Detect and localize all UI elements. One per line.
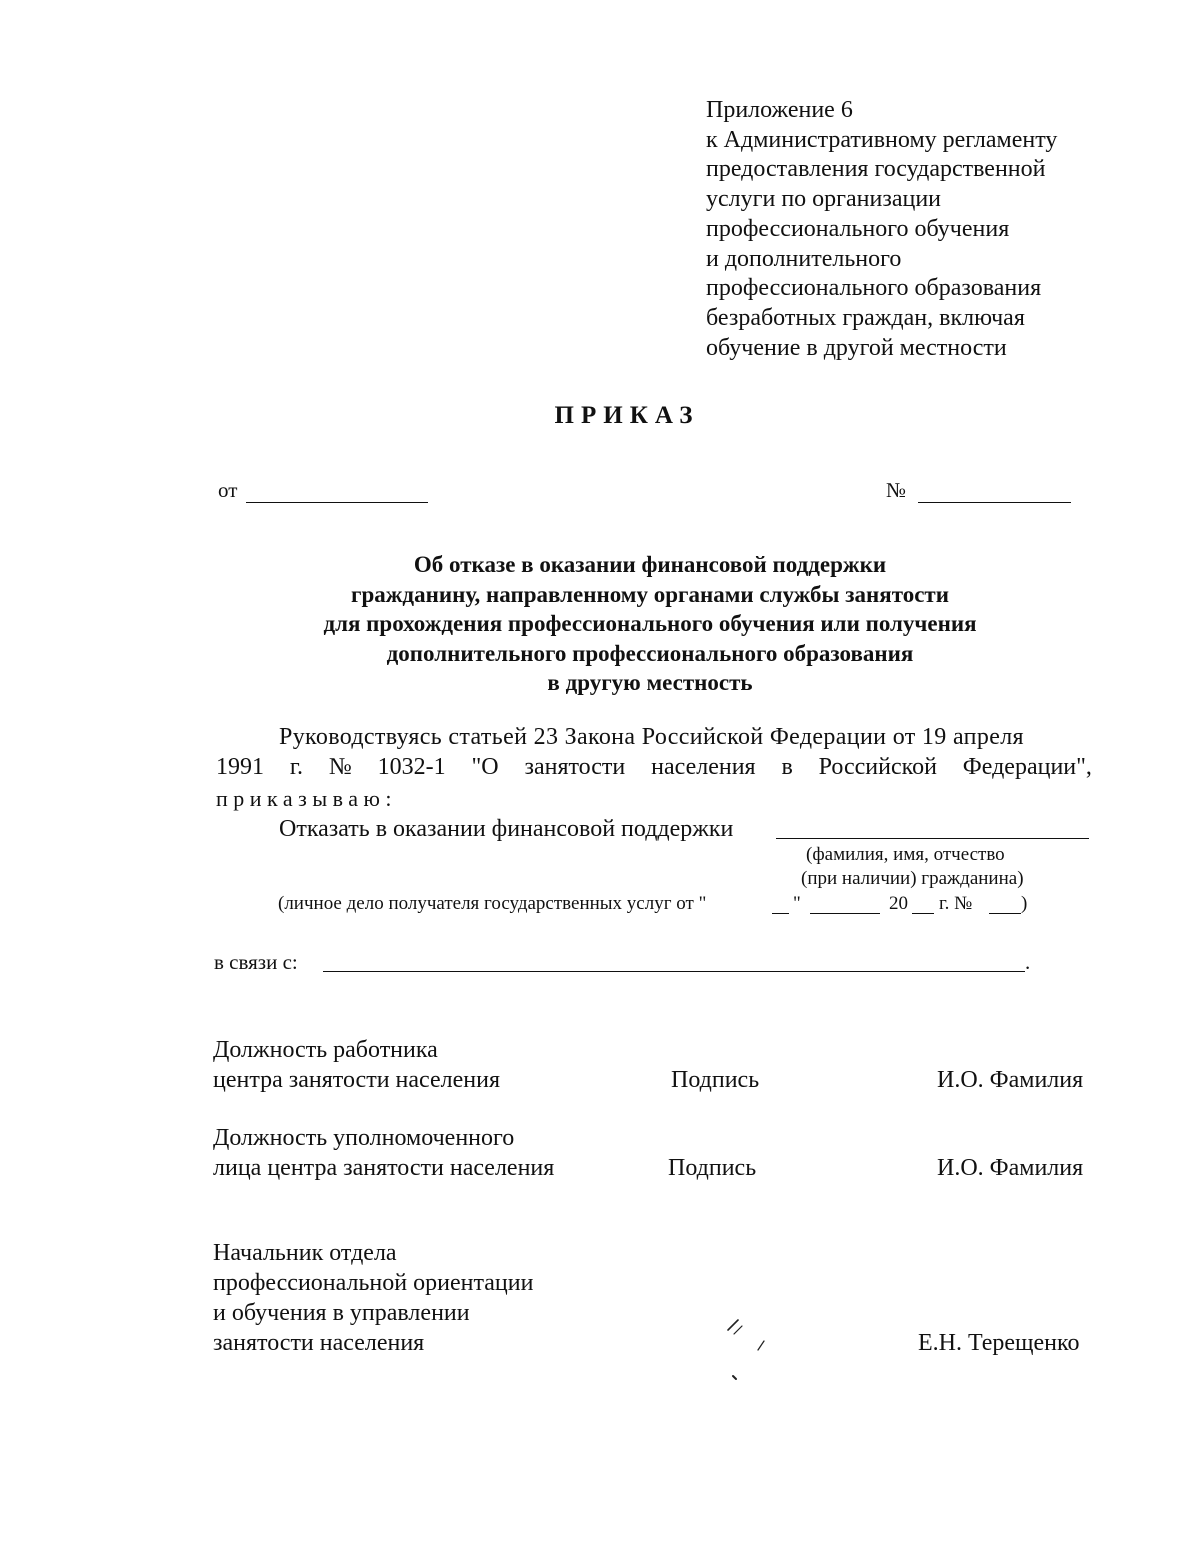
hint-name-1: (фамилия, имя, отчество	[806, 844, 1005, 865]
subject-line: дополнительного профессионального образования	[386, 640, 914, 666]
position-line: Должность уполномоченного	[213, 1125, 515, 1151]
appendix-line: обучение в другой местности	[706, 334, 1007, 361]
appendix-line: услуги по организации	[706, 186, 942, 213]
body-line-2	[216, 754, 1092, 781]
date-blank-line	[246, 502, 428, 503]
position-line: лица центра занятости населения	[213, 1155, 555, 1181]
appendix-line: предоставления государственной	[706, 156, 1046, 183]
body-word: 1991	[216, 754, 264, 780]
number-blank-line	[918, 502, 1071, 503]
signatory-position-3	[213, 1238, 533, 1358]
body-text: Руководствуясь статьей 23 Закона Российской Федерации от 19 апреля	[279, 724, 1024, 750]
appendix-line: Приложение 6	[706, 97, 853, 123]
case-number-label: г. №	[939, 893, 973, 914]
subject-line: в другую местность	[547, 670, 753, 696]
case-year-blank	[912, 913, 934, 914]
body-word: в	[781, 754, 793, 780]
body-word: "О	[471, 754, 499, 780]
refuse-label: Отказать в оказании финансовой поддержки	[279, 816, 734, 842]
position-line: Начальник отдела	[213, 1240, 397, 1266]
citizen-name-blank-line	[776, 838, 1089, 839]
body-word: №	[328, 754, 352, 780]
body-word: занятости	[524, 754, 626, 780]
document-title: ПРИКАЗ	[554, 402, 700, 429]
appendix-line: к Административному регламенту	[706, 126, 1058, 153]
signatory-name-2: И.О. Фамилия	[937, 1155, 1084, 1181]
signature-placeholder-2: Подпись	[668, 1155, 757, 1181]
case-number-blank	[989, 913, 1021, 914]
appendix-line: безработных граждан, включая	[706, 304, 1025, 331]
appendix-line: профессионального образования	[706, 275, 1042, 302]
appendix-line: и дополнительного	[706, 245, 902, 272]
hint-name-2: (при наличии) гражданина)	[801, 868, 1024, 889]
reason-label: в связи с:	[214, 950, 298, 974]
body-word: г.	[289, 754, 303, 780]
case-month-blank	[810, 913, 880, 914]
body-word: Федерации",	[962, 754, 1092, 780]
position-line: центра занятости населения	[213, 1067, 500, 1093]
case-close: )	[1021, 893, 1028, 914]
case-quote: "	[793, 893, 801, 914]
case-year-prefix: 20	[889, 893, 908, 914]
subject-line: Об отказе в оказании финансовой поддержки	[413, 552, 887, 577]
position-line: Должность работника	[213, 1037, 438, 1063]
position-line: профессиональной ориентации	[213, 1270, 534, 1296]
position-line: и обучения в управлении	[213, 1300, 470, 1326]
appendix-header	[706, 96, 1057, 363]
signatory-name-1: И.О. Фамилия	[937, 1067, 1084, 1093]
handwritten-signature-mark	[722, 1316, 782, 1386]
signatory-position-1	[213, 1035, 500, 1095]
signatory-position-2	[213, 1123, 554, 1183]
case-day-blank	[772, 913, 789, 914]
order-subject	[0, 550, 1200, 698]
body-word: населения	[651, 754, 756, 780]
body-word: 1032-1	[377, 754, 446, 780]
appendix-line: профессионального обучения	[706, 215, 1010, 242]
body-word: Российской	[818, 754, 937, 780]
reason-period: .	[1025, 950, 1031, 974]
order-verb: приказываю:	[216, 786, 398, 811]
number-label: №	[886, 478, 907, 502]
signature-placeholder-1: Подпись	[671, 1067, 760, 1093]
subject-line: для прохождения профессионального обучения или получения	[323, 611, 977, 637]
reason-blank-line	[323, 971, 1025, 972]
subject-line: гражданину, направленному органами службы занятости	[351, 581, 949, 607]
date-label: от	[218, 478, 238, 502]
body-line-1	[279, 724, 1092, 751]
signatory-name-3: Е.Н. Терещенко	[918, 1330, 1080, 1356]
case-prefix: (личное дело получателя государственных услуг от "	[278, 893, 707, 914]
position-line: занятости населения	[213, 1330, 425, 1356]
